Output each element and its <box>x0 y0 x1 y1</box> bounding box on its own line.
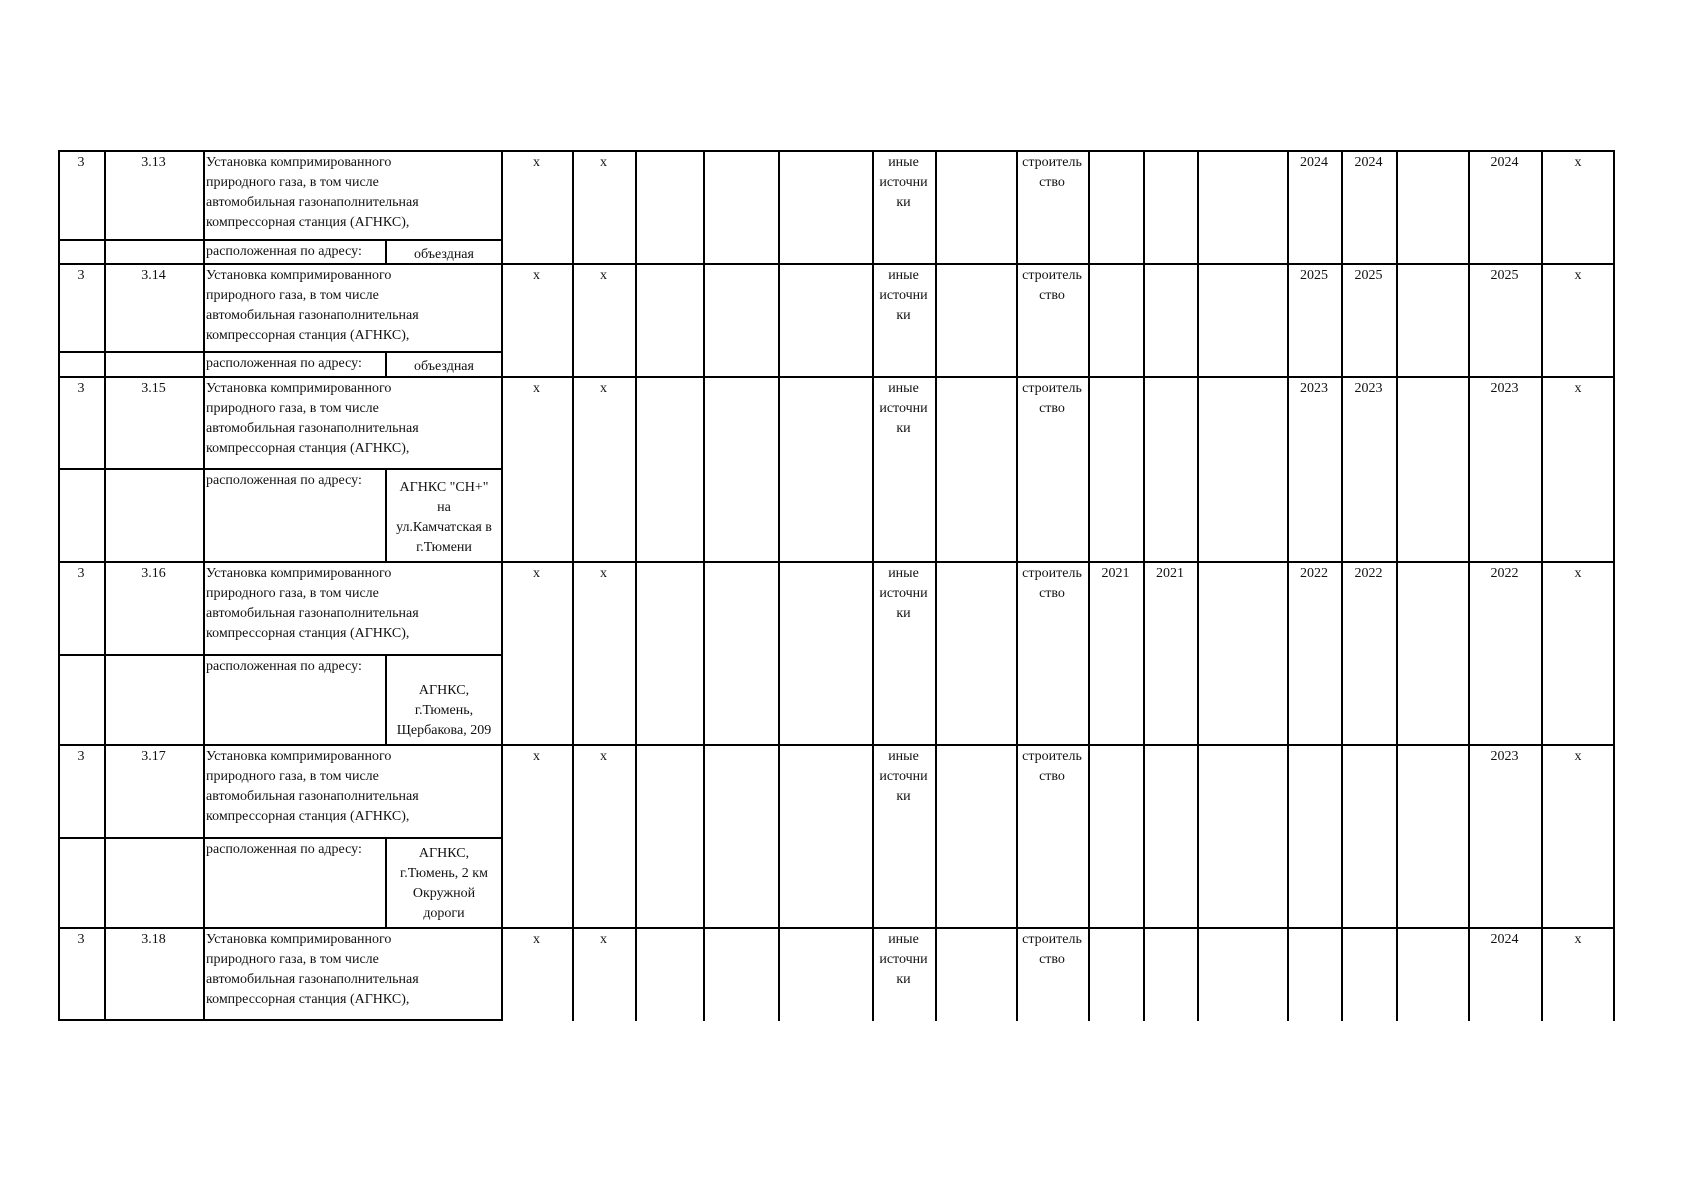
work-type-line: строитель <box>1022 932 1082 947</box>
address-value-line: АГНКС, <box>418 683 470 698</box>
row-description-line: природного газа, в том числе <box>206 175 379 190</box>
row-code: 3.15 <box>141 381 166 396</box>
col-x-1: x <box>533 381 540 396</box>
col-x-1: x <box>533 566 540 581</box>
work-type-line: строитель <box>1022 155 1082 170</box>
row-description-line: природного газа, в том числе <box>206 401 379 416</box>
year-commissioning: 2024 <box>1490 155 1519 170</box>
row-description-line: Установка компримированного <box>206 155 392 170</box>
row-description-line: природного газа, в том числе <box>206 586 379 601</box>
address-value-line: объездная <box>414 247 474 262</box>
table-rule <box>58 561 1615 563</box>
work-type-line: ство <box>1039 401 1065 416</box>
row-description-line: Установка компримированного <box>206 566 392 581</box>
address-value-line: г.Тюмень, <box>414 703 474 718</box>
funding-source-line: иные <box>888 749 919 764</box>
funding-source-line: иные <box>888 155 919 170</box>
funding-source-line: ки <box>896 421 911 436</box>
table-rule <box>1396 150 1398 1021</box>
address-label: расположенная по адресу: <box>206 842 362 857</box>
col-last: x <box>1574 749 1582 764</box>
work-type-line: ство <box>1039 175 1065 190</box>
year-start-build: 2022 <box>1300 566 1328 581</box>
table-rule <box>58 468 503 470</box>
table-rule <box>58 654 503 656</box>
table-rule <box>58 376 1615 378</box>
funding-source-line: ки <box>896 195 911 210</box>
col-x-1: x <box>533 268 540 283</box>
col-x-2: x <box>600 932 607 947</box>
row-code: 3.18 <box>141 932 166 947</box>
col-x-2: x <box>600 749 607 764</box>
funding-source-line: источни <box>879 586 928 601</box>
row-description-line: автомобильная газонаполнительная <box>206 195 419 210</box>
row-description-line: компрессорная станция (АГНКС), <box>206 215 410 230</box>
work-type-line: строитель <box>1022 749 1082 764</box>
row-number: 3 <box>77 155 85 170</box>
row-description-line: автомобильная газонаполнительная <box>206 308 419 323</box>
year-start-build: 2024 <box>1300 155 1328 170</box>
col-x-1: x <box>533 932 540 947</box>
year-commissioning: 2023 <box>1490 749 1519 764</box>
work-type-line: строитель <box>1022 566 1082 581</box>
row-number: 3 <box>77 566 85 581</box>
row-description-line: автомобильная газонаполнительная <box>206 421 419 436</box>
address-label: расположенная по адресу: <box>206 356 362 371</box>
work-type-line: строитель <box>1022 381 1082 396</box>
table-rule <box>58 744 1615 746</box>
col-x-2: x <box>600 381 607 396</box>
row-description-line: Установка компримированного <box>206 749 392 764</box>
col-x-2: x <box>600 268 607 283</box>
address-value-line: объездная <box>414 359 474 374</box>
table-rule <box>1197 150 1199 1021</box>
row-description-line: компрессорная станция (АГНКС), <box>206 992 410 1007</box>
row-description-line: компрессорная станция (АГНКС), <box>206 441 410 456</box>
table-rule <box>58 239 503 241</box>
table-rule <box>58 351 503 353</box>
funding-source-line: ки <box>896 789 911 804</box>
col-last: x <box>1574 381 1582 396</box>
year-end-build: 2024 <box>1354 155 1383 170</box>
row-description-line: природного газа, в том числе <box>206 769 379 784</box>
row-description-line: компрессорная станция (АГНКС), <box>206 626 410 641</box>
program-table <box>58 150 1615 1021</box>
funding-source-line: источни <box>879 401 928 416</box>
funding-source-line: источни <box>879 288 928 303</box>
year-end-build: 2023 <box>1354 381 1383 396</box>
funding-source-line: ки <box>896 972 911 987</box>
work-type-line: ство <box>1039 288 1065 303</box>
row-description-line: компрессорная станция (АГНКС), <box>206 328 410 343</box>
funding-source-line: источни <box>879 175 928 190</box>
address-value-line: г.Тюмень, 2 км <box>400 866 488 881</box>
table-rule <box>935 150 937 1021</box>
col-x-2: x <box>600 155 607 170</box>
row-code: 3.17 <box>141 749 166 764</box>
funding-source-line: ки <box>896 606 911 621</box>
col-x-1: x <box>533 155 540 170</box>
row-description-line: автомобильная газонаполнительная <box>206 972 419 987</box>
table-rule <box>58 150 1615 152</box>
year-start-design: 2021 <box>1101 566 1130 581</box>
address-value-line: Щербакова, 209 <box>396 723 492 738</box>
work-type-line: ство <box>1039 769 1065 784</box>
table-rule <box>1088 150 1090 1021</box>
row-number: 3 <box>77 932 85 947</box>
address-value-line: Окружной <box>412 886 476 901</box>
address-value-line: дороги <box>423 906 465 921</box>
row-code: 3.14 <box>141 268 166 283</box>
address-value-line: АГНКС "СН+" <box>399 480 489 495</box>
table-rule <box>58 263 1615 265</box>
table-rule <box>58 1019 503 1021</box>
funding-source-line: источни <box>879 769 928 784</box>
table-rule <box>58 837 503 839</box>
row-code: 3.13 <box>141 155 166 170</box>
table-rule <box>778 150 780 1021</box>
year-end-design: 2021 <box>1156 566 1184 581</box>
work-type-line: ство <box>1039 586 1065 601</box>
row-number: 3 <box>77 268 85 283</box>
year-start-build: 2023 <box>1300 381 1328 396</box>
funding-source-line: ки <box>896 308 911 323</box>
funding-source-line: иные <box>888 566 919 581</box>
address-value-line: ул.Камчатская в <box>396 520 492 535</box>
address-label: расположенная по адресу: <box>206 244 362 259</box>
year-commissioning: 2024 <box>1490 932 1519 947</box>
address-label: расположенная по адресу: <box>206 473 362 488</box>
address-value-line: АГНКС, <box>418 846 470 861</box>
row-number: 3 <box>77 381 85 396</box>
funding-source-line: источни <box>879 952 928 967</box>
year-start-build: 2025 <box>1300 268 1328 283</box>
funding-source-line: иные <box>888 268 919 283</box>
year-end-build: 2025 <box>1354 268 1383 283</box>
col-last: x <box>1574 155 1582 170</box>
row-description-line: Установка компримированного <box>206 932 392 947</box>
row-description-line: природного газа, в том числе <box>206 288 379 303</box>
col-last: x <box>1574 566 1582 581</box>
col-last: x <box>1574 932 1582 947</box>
row-description-line: автомобильная газонаполнительная <box>206 789 419 804</box>
table-rule <box>703 150 705 1021</box>
year-commissioning: 2025 <box>1490 268 1519 283</box>
col-last: x <box>1574 268 1582 283</box>
year-end-build: 2022 <box>1354 566 1383 581</box>
row-description-line: Установка компримированного <box>206 381 392 396</box>
table-rule <box>1143 150 1145 1021</box>
year-commissioning: 2022 <box>1490 566 1519 581</box>
year-commissioning: 2023 <box>1490 381 1519 396</box>
col-x-1: x <box>533 749 540 764</box>
table-rule <box>58 927 1615 929</box>
row-number: 3 <box>77 749 85 764</box>
table-rule <box>635 150 637 1021</box>
row-description-line: природного газа, в том числе <box>206 952 379 967</box>
funding-source-line: иные <box>888 381 919 396</box>
row-description-line: Установка компримированного <box>206 268 392 283</box>
row-description-line: компрессорная станция (АГНКС), <box>206 809 410 824</box>
table-rule <box>203 150 205 1021</box>
row-description-line: автомобильная газонаполнительная <box>206 606 419 621</box>
work-type-line: ство <box>1039 952 1065 967</box>
address-value-line: на <box>437 500 451 515</box>
funding-source-line: иные <box>888 932 919 947</box>
address-label: расположенная по адресу: <box>206 659 362 674</box>
address-value-line: г.Тюмени <box>416 540 472 555</box>
col-x-2: x <box>600 566 607 581</box>
row-code: 3.16 <box>141 566 166 581</box>
work-type-line: строитель <box>1022 268 1082 283</box>
